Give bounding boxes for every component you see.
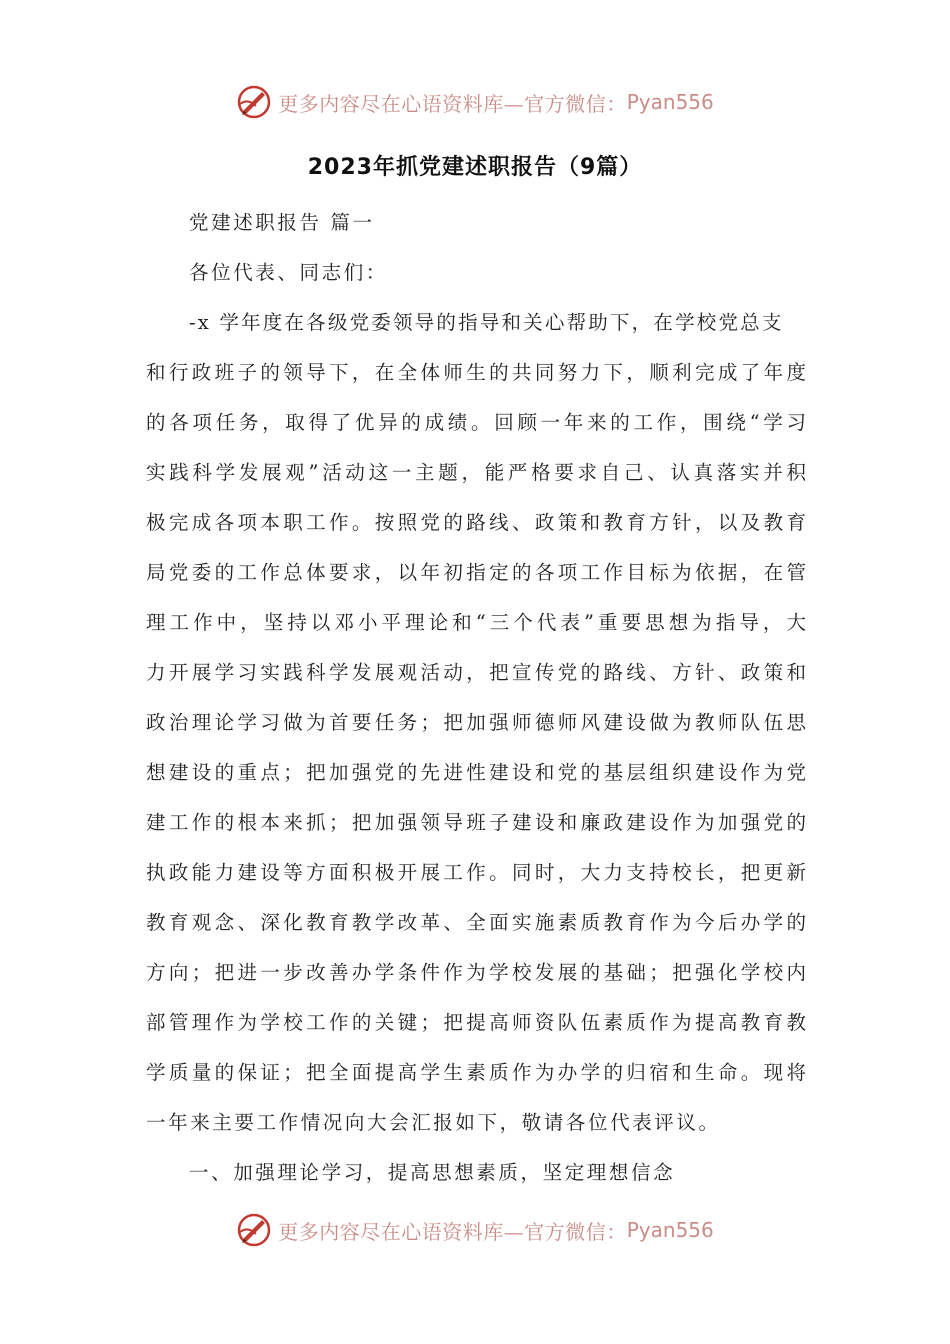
body-line: 政治理论学习做为首要任务；把加强师德师风建设做为教师队伍思 (146, 711, 806, 734)
body-line: 理工作中，坚持以邓小平理论和“三个代表”重要思想为指导，大 (146, 611, 806, 634)
body-line: 想建设的重点；把加强党的先进性建设和党的基层组织建设作为党 (146, 761, 806, 784)
body-line: 极完成各项本职工作。按照党的路线、政策和教育方针，以及教育 (146, 511, 806, 534)
document-title: 2023年抓党建述职报告（9篇） (307, 155, 643, 180)
body-line: 学质量的保证；把全面提高学生素质作为办学的归宿和生命。现将 (146, 1061, 806, 1084)
header-banner (0, 80, 950, 124)
banner-text: 更多内容尽在心语资料库—官方微信： (278, 91, 627, 116)
salutation: 各位代表、同志们： (189, 261, 388, 284)
section-heading: 一、加强理论学习，提高思想素质，坚定理想信念 (189, 1161, 676, 1184)
body-line: 教育观念、深化教育教学改革、全面实施素质教育作为今后办学的 (146, 911, 806, 934)
body-line: -x 学年度在各级党委领导的指导和关心帮助下，在学校党总支 (189, 311, 784, 334)
body-line: 建工作的根本来抓；把加强领导班子建设和廉政建设作为加强党的 (146, 811, 806, 834)
body-line: 实践科学发展观”活动这一主题，能严格要求自己、认真落实并积 (146, 461, 806, 484)
body-line: 执政能力建设等方面积极开展工作。同时，大力支持校长，把更新 (146, 861, 806, 884)
body-line: 一年来主要工作情况向大会汇报如下，敬请各位代表评议。 (146, 1111, 721, 1134)
section-subtitle: 党建述职报告 篇一 (189, 211, 375, 234)
body-line: 局党委的工作总体要求，以年初指定的各项工作目标为依据，在管 (146, 561, 806, 584)
body-line: 的各项任务，取得了优异的成绩。回顾一年来的工作，围绕“学习 (146, 411, 806, 434)
body-line: 和行政班子的领导下，在全体师生的共同努力下，顺利完成了年度 (146, 361, 806, 384)
banner-text: 更多内容尽在心语资料库—官方微信： (278, 1219, 627, 1244)
body-line: 方向；把进一步改善办学条件作为学校发展的基础；把强化学校内 (146, 961, 806, 984)
footer-banner (0, 1208, 950, 1252)
banner-wechat-id: Pyan556 (626, 90, 714, 114)
banner-wechat-id: Pyan556 (626, 1218, 714, 1242)
body-line: 部管理作为学校工作的关键；把提高师资队伍素质作为提高教育教 (146, 1011, 806, 1034)
body-line: 力开展学习实践科学发展观活动，把宣传党的路线、方针、政策和 (146, 661, 806, 684)
pen-logo-icon (236, 84, 272, 120)
pen-logo-icon (236, 1212, 272, 1248)
